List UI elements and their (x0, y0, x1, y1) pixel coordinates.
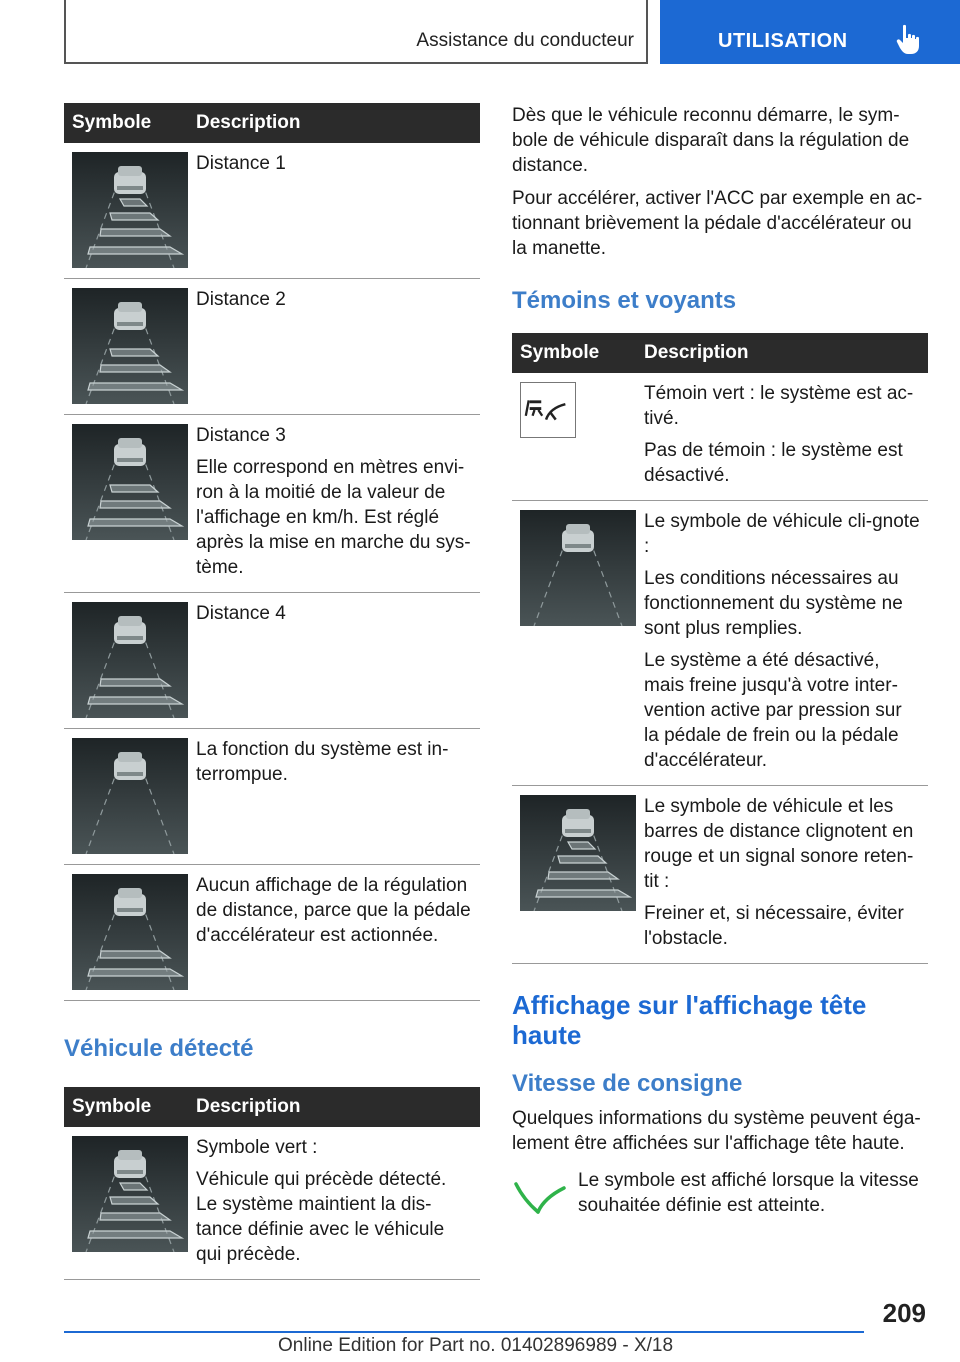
description-cell (636, 786, 928, 964)
detected-table (64, 1087, 480, 1280)
table-row (64, 415, 480, 593)
chapter-tab-label: UTILISATION (718, 30, 848, 52)
left-column (64, 103, 480, 1280)
description-text: Distance 1 (196, 153, 286, 174)
distance-table-body (64, 143, 480, 1001)
table-row (64, 1127, 480, 1280)
indicators-heading: Témoins et voyants (512, 287, 737, 314)
col-description-header: Description (188, 1087, 480, 1127)
symbol-cell (64, 729, 188, 865)
description-text: Freiner et, si nécessaire, éviter l'obstacle. (644, 903, 904, 949)
distance-symbol-icon (72, 288, 188, 404)
intro-paragraph: Pour accélérer, activer l'ACC par exemple en ac-tionnant brièvement la pédale d'accélérateur ou la manette. (512, 188, 923, 259)
acc-indicator-icon (520, 382, 576, 438)
col-symbol-header: Symbole (512, 333, 636, 373)
description-cell (188, 593, 480, 729)
description-cell (636, 373, 928, 501)
symbol-cell (64, 593, 188, 729)
detected-table-body (64, 1127, 480, 1280)
description-text: Pas de témoin : le système est désactivé. (644, 440, 903, 486)
detected-heading: Véhicule détecté (64, 1035, 254, 1062)
indicators-table (512, 333, 928, 964)
description-text: Le symbole de véhicule cli-gnote : (644, 511, 920, 557)
description-cell (188, 729, 480, 865)
table-row (512, 501, 928, 786)
page-number: 209 (882, 1298, 926, 1328)
description-cell (188, 143, 480, 279)
distance-symbol-icon (72, 424, 188, 540)
table-row (64, 143, 480, 279)
description-text: Les conditions nécessaires au fonctionnement du système ne sont plus remplies. (644, 568, 903, 639)
description-text: Témoin vert : le système est ac-tivé. (644, 383, 914, 429)
description-text: Distance 3 (196, 425, 286, 446)
chapter-tab[interactable] (660, 0, 960, 64)
vehicle-distance-bars-icon (520, 795, 636, 911)
table-row (64, 729, 480, 865)
description-cell (188, 865, 480, 1001)
setpoint-heading: Vitesse de consigne (512, 1070, 743, 1097)
distance-symbol-icon (72, 152, 188, 268)
indicators-table-body (512, 373, 928, 964)
setpoint-icon-text: Le symbole est affiché lorsque la vitesse souhaitée définie est atteinte. (578, 1170, 919, 1216)
symbol-cell (64, 415, 188, 593)
setpoint-icon-row (512, 1168, 928, 1248)
setpoint-paragraph: Quelques informations du système peuvent éga-lement être affichées sur l'affichage tête haute. (512, 1108, 921, 1154)
symbol-cell (64, 865, 188, 1001)
speed-reached-icon (512, 1174, 568, 1220)
symbol-cell (64, 279, 188, 415)
distance-symbol-icon (72, 602, 188, 718)
description-text: Aucun affichage de la régulation de distance, parce que la pédale d'accélérateur est actionnée. (196, 875, 471, 946)
vehicle-lane-icon (520, 510, 636, 626)
table-row (512, 373, 928, 501)
description-text: Distance 4 (196, 603, 286, 624)
section-title: Assistance du conducteur (416, 30, 634, 51)
table-row (64, 593, 480, 729)
symbol-cell (512, 786, 636, 964)
description-cell (188, 1127, 480, 1280)
description-cell (188, 415, 480, 593)
edition-text: Online Edition for Part no. 01402896989 - X/18 (278, 1335, 674, 1356)
description-text: Véhicule qui précède détecté. Le système maintient la dis-tance définie avec le véhicule qui précède. (196, 1169, 447, 1265)
symbol-cell (512, 501, 636, 786)
description-text: Distance 2 (196, 289, 286, 310)
distance-symbol-icon (72, 738, 188, 854)
col-symbol-header: Symbole (64, 103, 188, 143)
distance-table (64, 103, 480, 1001)
table-row (64, 865, 480, 1001)
col-symbol-header: Symbole (64, 1087, 188, 1127)
pointing-hand-icon (896, 24, 922, 56)
col-description-header: Description (188, 103, 480, 143)
right-column (512, 103, 928, 1248)
symbol-cell (64, 1127, 188, 1280)
symbol-cell (512, 373, 636, 501)
table-row (512, 786, 928, 964)
distance-symbol-icon (72, 874, 188, 990)
description-cell (188, 279, 480, 415)
description-text: Elle correspond en mètres envi-ron à la moitié de la valeur de l'affichage en km/h. Est réglé après la mise en marche du sys-tème. (196, 457, 471, 578)
description-text: La fonction du système est in-terrompue. (196, 739, 449, 785)
description-text: Symbole vert : (196, 1137, 318, 1158)
symbol-cell (64, 143, 188, 279)
footer-divider (64, 1331, 864, 1333)
table-row (64, 279, 480, 415)
description-text: Le système a été désactivé, mais freine jusqu'à votre inter-vention active par pression sur la pédale de frein ou la pédale d'accélérateur. (644, 650, 902, 771)
distance-symbol-icon (72, 1136, 188, 1252)
description-cell (636, 501, 928, 786)
intro-paragraph: Dès que le véhicule reconnu démarre, le sym-bole de véhicule disparaît dans la régulation de distance. (512, 105, 910, 176)
col-description-header: Description (636, 333, 928, 373)
hud-heading: Affichage sur l'affichage tête haute (512, 990, 867, 1050)
header-box (64, 0, 648, 64)
description-text: Le symbole de véhicule et les barres de distance clignotent en rouge et un signal sonore reten-tit : (644, 796, 914, 892)
